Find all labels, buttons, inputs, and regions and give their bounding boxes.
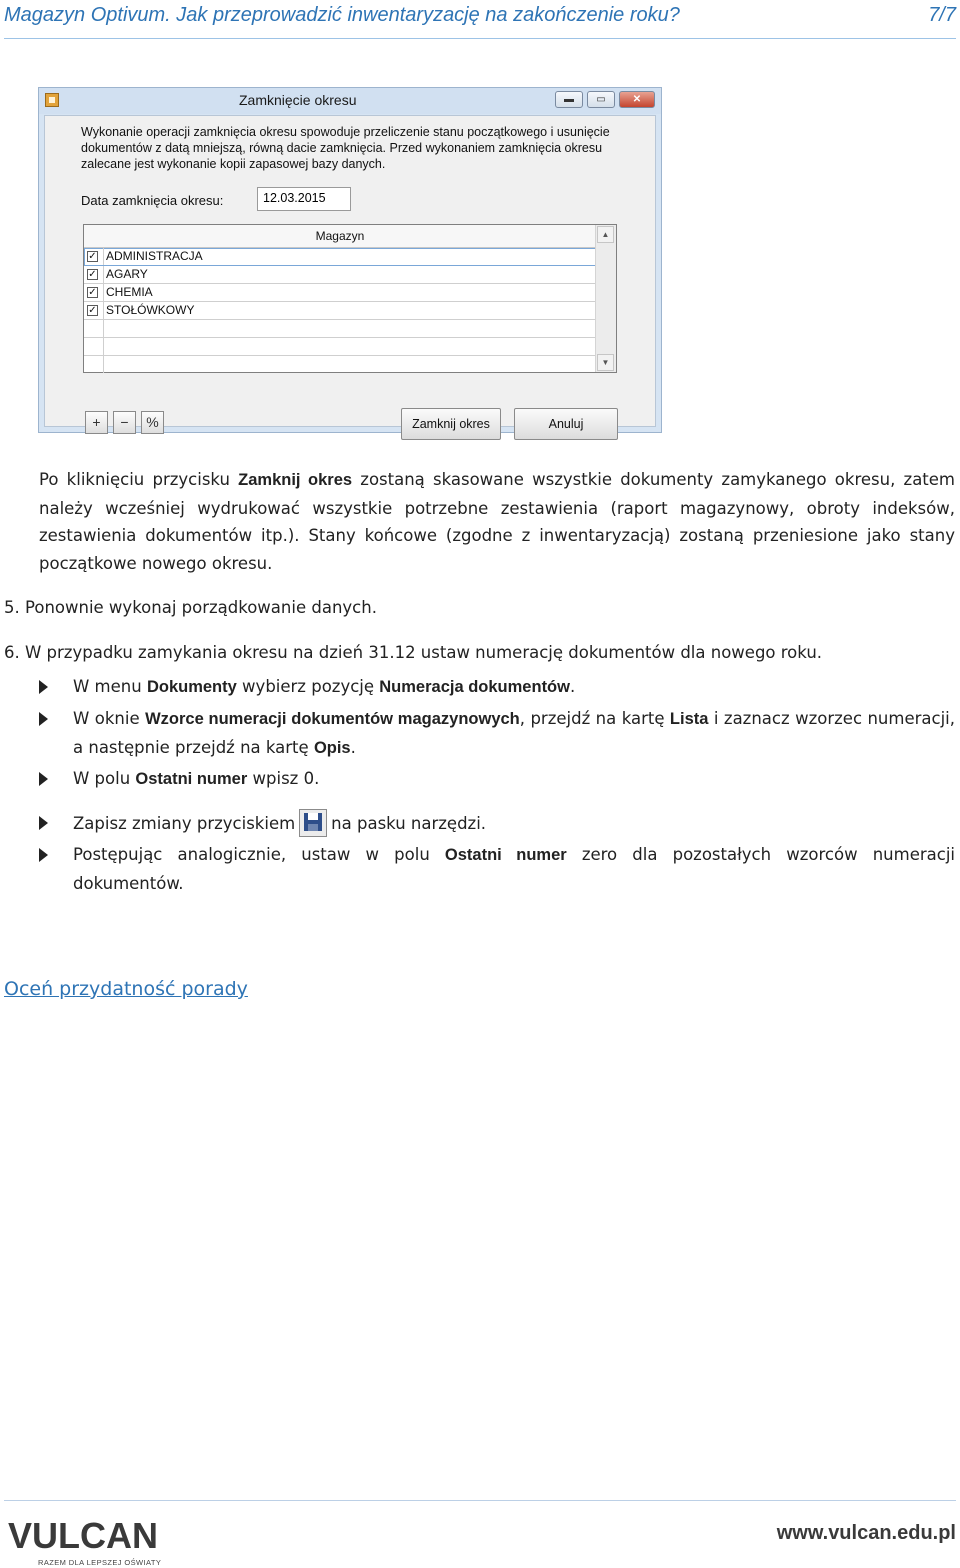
close-period-dialog [38, 87, 662, 433]
warning-text: Wykonanie operacji zamknięcia okresu spowoduje przeliczenie stanu początkowego i usunięcie dokumentów z datą mniejszą, równą dacie zamknięcia. Przed wykonaniem zamknięcia okresu zalecane jest wykonanie kopii zapasowej bazy danych. [81, 125, 610, 171]
ui-term: Opis [313, 738, 351, 757]
cancel-button[interactable]: Anuluj [514, 408, 618, 440]
bullet-arrow-icon [39, 712, 48, 726]
text: Po kliknięciu przycisku [39, 470, 239, 489]
grid-scrollbar[interactable] [595, 225, 616, 372]
checkbox[interactable]: ✓ [88, 269, 97, 280]
row-label: ADMINISTRACJA [106, 249, 203, 263]
vulcan-logo [4, 1515, 174, 1565]
logo-wordmark: VULCAN [8, 1515, 158, 1556]
table-row[interactable] [84, 284, 596, 302]
ui-term: Wzorce numeracji dokumentów magazynowych [145, 710, 520, 728]
document-title: Magazyn Optivum. Jak przeprowadzić inwentaryzację na zakończenie roku? [4, 4, 680, 26]
step-6: 6. W przypadku zamykania okresu na dzień 31.12 ustaw numerację dokumentów dla nowego roku. [4, 643, 823, 662]
bullet-menu-documents [73, 673, 575, 702]
ui-term: Numeracja dokumentów [379, 678, 570, 696]
text: wpisz 0. [247, 769, 320, 788]
remove-row-button[interactable]: − [113, 411, 136, 434]
row-label: STOŁÓWKOWY [106, 303, 195, 317]
row-label: CHEMIA [106, 285, 153, 299]
rate-tip-link[interactable]: Oceń przydatność porady [4, 978, 248, 1000]
text: Postępując analogicznie, ustaw w polu [73, 845, 445, 864]
checkbox-cell [84, 338, 104, 355]
text: na pasku narzędzi. [331, 814, 487, 833]
close-period-paragraph [39, 466, 955, 577]
scroll-down-icon[interactable]: ▼ [597, 354, 614, 371]
logo-tagline: RAZEM DLA LEPSZEJ OŚWIATY [38, 1558, 162, 1567]
dialog-titlebar [39, 88, 661, 114]
app-icon [45, 93, 59, 107]
text: zero dla pozostałych wzorców numeracji dokumentów. [73, 845, 955, 893]
bullet-arrow-icon [39, 680, 48, 694]
scroll-up-icon[interactable]: ▲ [597, 226, 614, 243]
text: , przejdź na kartę [519, 709, 670, 728]
text: i zaznacz wzorzec numeracji, a następnie przejdź na kartę [73, 709, 955, 757]
footer-url[interactable]: www.vulcan.edu.pl [776, 1522, 956, 1544]
bullet-numbering-templates [73, 705, 955, 762]
text: . [350, 737, 356, 757]
ui-term: Ostatni numer [135, 770, 248, 788]
row-label: AGARY [106, 267, 148, 281]
checkbox[interactable]: ✓ [88, 305, 97, 316]
table-row[interactable] [84, 320, 596, 338]
warehouse-grid[interactable] [83, 224, 617, 373]
checkbox[interactable]: ✓ [88, 287, 97, 298]
page-header [4, 2, 956, 32]
text: wybierz pozycję [236, 677, 380, 696]
checkbox-cell [84, 266, 104, 283]
save-icon [299, 809, 327, 837]
checkbox[interactable]: ✓ [88, 251, 97, 262]
checkbox-cell [84, 302, 104, 319]
bullet-arrow-icon [39, 848, 48, 862]
step-5: 5. Ponownie wykonaj porządkowanie danych. [4, 598, 377, 617]
ui-term: Dokumenty [146, 678, 237, 696]
maximize-button[interactable]: ▭ [587, 91, 615, 108]
text: W polu [73, 769, 136, 788]
ui-term: Lista [669, 710, 709, 728]
checkbox-cell [84, 284, 104, 301]
bullet-save [73, 809, 486, 838]
checkbox-cell [84, 248, 104, 265]
ui-term: Zamknij okres [238, 471, 353, 489]
page-number: 7/7 [928, 4, 956, 26]
add-row-button[interactable]: + [85, 411, 108, 434]
checkbox-cell [84, 320, 104, 337]
table-row[interactable] [84, 338, 596, 356]
dialog-title: Zamknięcie okresu [239, 92, 357, 108]
bullet-other-templates [73, 841, 955, 897]
table-row[interactable] [84, 266, 596, 284]
header-divider [4, 38, 956, 39]
minimize-button[interactable]: ▬ [555, 91, 583, 108]
table-row[interactable] [84, 356, 596, 374]
text: W menu [73, 677, 147, 696]
table-row[interactable] [84, 248, 596, 266]
text: Zapisz zmiany przyciskiem [73, 814, 296, 833]
table-row[interactable] [84, 302, 596, 320]
close-period-button[interactable]: Zamknij okres [401, 408, 501, 440]
close-date-input[interactable]: 12.03.2015 [257, 187, 351, 211]
ui-term: Ostatni numer [444, 846, 567, 864]
grid-header-magazyn: Magazyn [84, 225, 596, 248]
bullet-arrow-icon [39, 816, 48, 830]
close-button[interactable]: ✕ [619, 91, 655, 108]
text: zostaną skasowane wszystkie dokumenty zamykanego okresu, zatem należy wcześniej wydrukować wszystkie potrzebne zestawienia (raport magazynowy, obroty indeksów, zestawienia dokumentów itp.). Stany końcowe (zgodne z inwentaryzacją) zostaną przeniesione jako stany początkowe nowego okresu. [39, 470, 955, 573]
bullet-arrow-icon [39, 772, 48, 786]
date-label: Data zamknięcia okresu: [81, 193, 224, 208]
toggle-select-button[interactable]: % [141, 411, 164, 434]
footer-divider [4, 1500, 956, 1501]
checkbox-cell [84, 356, 104, 373]
bullet-last-number [73, 765, 319, 794]
dialog-body [44, 115, 656, 431]
text: . [569, 677, 576, 696]
text: W oknie [73, 709, 146, 728]
